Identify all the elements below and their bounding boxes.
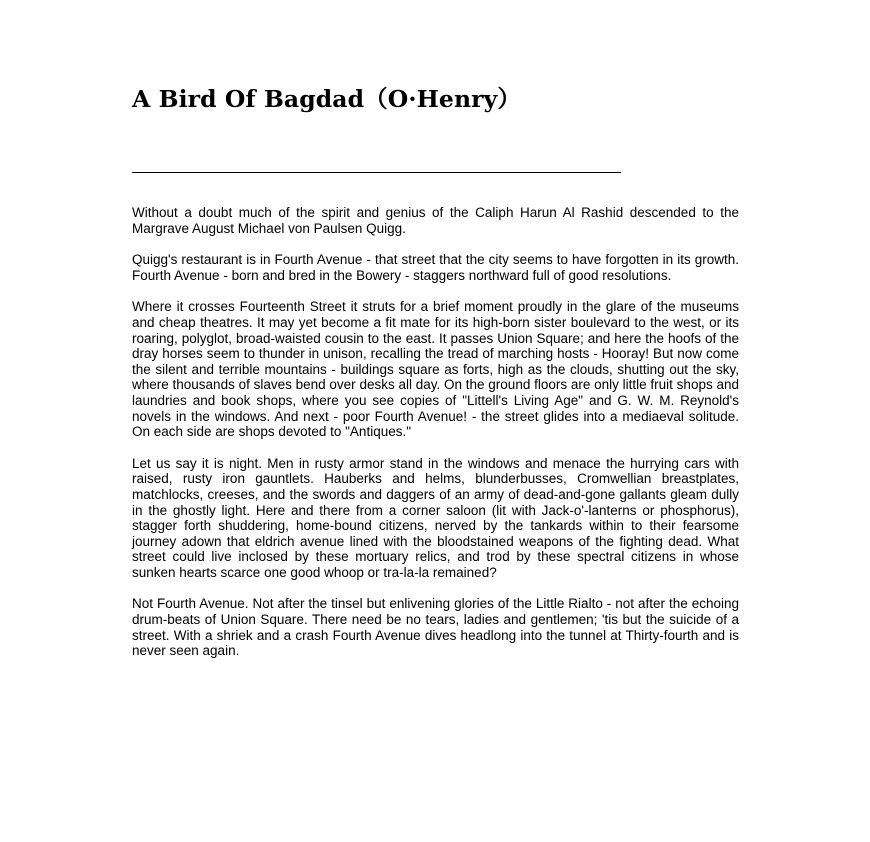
document-body (132, 205, 739, 675)
title-underline-rule (132, 172, 621, 173)
paragraph-2: Quigg's restaurant is in Fourth Avenue - that street that the city seems to have forgotten in its growth. Fourth Avenue - born and bred in the Bowery - staggers northward full of good resolutions. (132, 252, 739, 283)
document-title: A Bird Of Bagdad（O·Henry） (132, 85, 521, 113)
paragraph-3: Where it crosses Fourteenth Street it struts for a brief moment proudly in the glare of the museums and cheap theatres. It may yet become a fit mate for its high-born sister boulevard to the west, or its roaring, polyglot, broad-waisted cousin to the east. It passes Union Square; and here the hoofs of the dray horses seem to thunder in unison, recalling the tread of marching hosts - Hooray! But now come the silent and terrible mountains - buildings square as forts, high as the clouds, shutting out the sky, where thousands of slaves bend over desks all day. On the ground floors are only little fruit shops and laundries and book shops, where you see copies of "Littell's Living Age" and G. W. M. Reynold's novels in the windows. And next - poor Fourth Avenue! - the street glides into a mediaeval solitude. On each side are shops devoted to "Antiques." (132, 299, 739, 440)
paragraph-4: Let us say it is night. Men in rusty armor stand in the windows and menace the hurrying cars with raised, rusty iron gauntlets. Hauberks and helms, blunderbusses, Cromwellian breastplates, matchlocks, creeses, and the swords and daggers of an army of dead-and-gone gallants gleam dully in the ghostly light. Here and there from a corner saloon (lit with Jack-o'-lanterns or phosphorus), stagger forth shuddering, home-bound citizens, nerved by the tankards within to their fearsome journey adown that eldrich avenue lined with the bloodstained weapons of the fighting dead. What street could live inclosed by these mortuary relics, and trod by these spectral citizens in whose sunken hearts scarce one good whoop or tra-la-la remained? (132, 455, 739, 580)
paragraph-5: Not Fourth Avenue. Not after the tinsel but enlivening glories of the Little Rialto - not after the echoing drum-beats of Union Square. There need be no tears, ladies and gentlemen; 'tis but the suicide of a street. With a shriek and a crash Fourth Avenue dives headlong into the tunnel at Thirty-fourth and is never seen again. (132, 596, 739, 659)
paragraph-1: Without a doubt much of the spirit and genius of the Caliph Harun Al Rashid descended to the Margrave August Michael von Paulsen Quigg. (132, 205, 739, 236)
